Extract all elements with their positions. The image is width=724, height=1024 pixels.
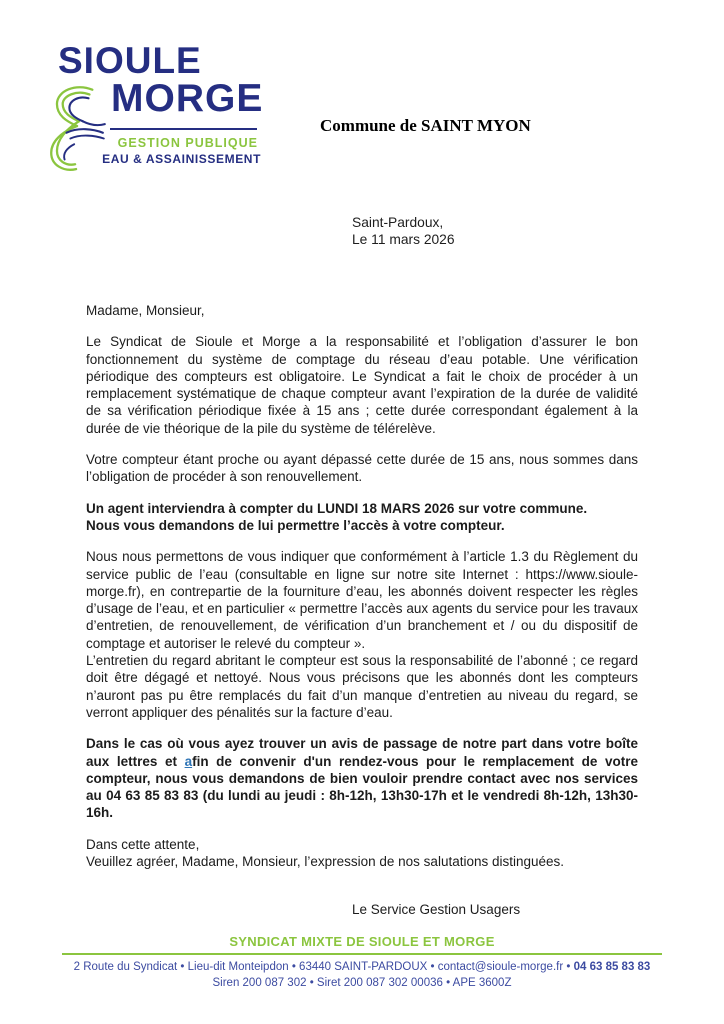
closing-line-2: Veuillez agréer, Madame, Monsieur, l’expression de nos salutations distinguées. (86, 854, 565, 870)
access-request-line: Nous vous demandons de lui permettre l’accès à votre compteur. (86, 517, 505, 533)
salutation: Madame, Monsieur, (86, 303, 205, 318)
closing-line-1: Dans cette attente, (86, 836, 200, 852)
inline-hyperlink[interactable]: a (184, 753, 193, 769)
logo-tagline-eau: EAU & ASSAINISSEMENT (102, 152, 261, 166)
water-ampersand-icon (47, 83, 109, 171)
logo-name-line1: SIOULE (58, 40, 202, 81)
logo-name-line2: MORGE (111, 77, 264, 120)
letter-body (86, 302, 638, 919)
paragraph-renewal-obligation: Votre compteur étant proche ou ayant dépassé cette durée de 15 ans, nous sommes dans l’obligation de procéder à son renouvellement. (86, 452, 638, 485)
footer-organization: SYNDICAT MIXTE DE SIOULE ET MORGE (229, 934, 495, 949)
place-line: Saint-Pardoux, (352, 215, 444, 230)
paragraph-regulation: Nous nous permettons de vous indiquer que conformément à l’article 1.3 du Règlement du service public de l’eau (consultable en ligne sur notre site Internet : https://www.sioule-morge.fr), en contrepartie de la fourniture d’eau, les abonnés doivent respecter les règles d’usage de l’eau, et en particulier « permettre l’accès aux agents du service pour les travaux d’entretien, de renouvellement, de vérification d’un branchement et / ou du dispositif de comptage et autoriser le relevé du compteur ». (86, 549, 638, 651)
intervention-date-line: Un agent interviendra à compter du LUNDI 18 MARS 2026 sur votre commune. (86, 500, 588, 516)
paragraph-responsibility: Le Syndicat de Sioule et Morge a la responsabilité et l’obligation d’assurer le bon fonctionnement du système de comptage du réseau d’eau potable. Une vérification périodique des compteurs est obligatoire. Le Syndicat a fait le choix de procéder à un remplacement systématique de chaque compteur avant l’expiration de la durée de validité de sa vérification périodique fixée à 15 ans ; cette durée correspondant également à la durée de vie théorique de la pile du système de télérelève. (86, 334, 638, 436)
date-line: Le 11 mars 2026 (352, 232, 455, 248)
signature: Le Service Gestion Usagers (352, 902, 521, 918)
paragraph-intervention-notice (86, 500, 638, 535)
footer-registration-line: Siren 200 087 302 • Siret 200 087 302 00036 • APE 3600Z (212, 976, 512, 989)
contact-text-pre: Dans le cas où vous ayez trouver un avis de passage de notre part dans votre boîte aux lettres et (86, 736, 638, 769)
footer-phone: 04 63 85 83 83 (573, 961, 651, 973)
paragraph-maintenance: L’entretien du regard abritant le compteur est sous la responsabilité de l’abonné ; ce regard doit être dégagé et nettoyé. Nous vous précisons que les abonnés dont les compteurs n’auront pas pu être remplacés du fait d’un manque d’entretien au niveau du regard, se verront appliquer des pénalités sur la facture d’eau. (86, 653, 638, 720)
contact-text-post: fin de convenir d'un rendez-vous pour le remplacement de votre compteur, nous vous demandons de bien vouloir prendre contact avec nos services au 04 63 85 83 83 (du lundi au jeudi : 8h-12h, 13h30-17h et le vendredi 8h-12h, 13h30-16h. (86, 753, 638, 821)
footer-address-line (0, 960, 724, 976)
logo-tagline-gestion: GESTION PUBLIQUE (117, 136, 258, 150)
date-block (352, 214, 455, 249)
paragraph-contact (86, 735, 638, 821)
organization-logo (47, 40, 264, 176)
letter-footer (0, 934, 724, 991)
recipient-title: Commune de SAINT MYON (320, 116, 531, 135)
footer-address-text: 2 Route du Syndicat • Lieu-dit Monteipdon • 63440 SAINT-PARDOUX • contact@sioule-morge.fr • (73, 961, 574, 973)
logo-divider (110, 128, 257, 130)
footer-divider (62, 953, 662, 955)
